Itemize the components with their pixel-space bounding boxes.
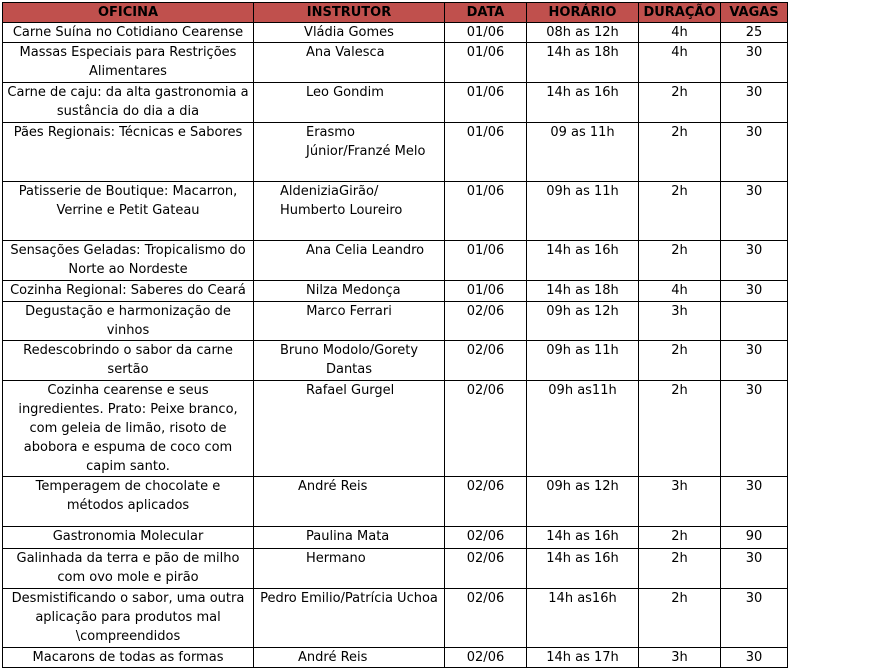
cell-oficina: Cozinha Regional: Saberes do Ceará (3, 281, 254, 302)
table-row (3, 477, 788, 527)
cell-horario: 14h as 16h (527, 83, 639, 123)
cell-horario: 09h as 12h (527, 477, 639, 527)
cell-instrutor: André Reis (254, 648, 445, 668)
cell-vagas: 90 (721, 527, 788, 549)
cell-horario: 09h as 11h (527, 341, 639, 381)
table-row (3, 123, 788, 182)
cell-data: 02/06 (445, 589, 527, 648)
header-oficina: OFICINA (3, 3, 254, 23)
cell-duracao: 2h (639, 589, 721, 648)
cell-duracao: 2h (639, 549, 721, 589)
cell-vagas: 30 (721, 43, 788, 83)
cell-oficina: Cozinha cearense e seus ingredientes. Prato: Peixe branco, com geleia de limão, risoto de abobora e espuma de coco com capim santo. (3, 381, 254, 477)
cell-vagas: 30 (721, 477, 788, 527)
cell-oficina: Gastronomia Molecular (3, 527, 254, 549)
table-row (3, 549, 788, 589)
cell-instrutor: Marco Ferrari (254, 302, 445, 341)
table-row (3, 23, 788, 43)
cell-horario: 09h as 11h (527, 182, 639, 241)
cell-vagas: 30 (721, 549, 788, 589)
header-data: DATA (445, 3, 527, 23)
cell-vagas: 30 (721, 381, 788, 477)
cell-vagas: 30 (721, 123, 788, 182)
cell-horario: 09h as 12h (527, 302, 639, 341)
cell-duracao: 4h (639, 43, 721, 83)
cell-instrutor: Vládia Gomes (254, 23, 445, 43)
cell-instrutor: Leo Gondim (254, 83, 445, 123)
cell-duracao: 3h (639, 648, 721, 668)
cell-data: 02/06 (445, 549, 527, 589)
cell-duracao: 3h (639, 302, 721, 341)
cell-vagas: 30 (721, 241, 788, 281)
cell-instrutor: Ana Valesca (254, 43, 445, 83)
table-row (3, 648, 788, 668)
table-row (3, 589, 788, 648)
workshop-schedule-table (2, 2, 788, 668)
cell-data: 01/06 (445, 123, 527, 182)
header-row (3, 3, 788, 23)
cell-duracao: 2h (639, 527, 721, 549)
cell-instrutor: AldeniziaGirão/ Humberto Loureiro (254, 182, 445, 241)
cell-vagas: 30 (721, 281, 788, 302)
header-duracao: DURAÇÃO (639, 3, 721, 23)
cell-duracao: 2h (639, 123, 721, 182)
cell-vagas: 30 (721, 182, 788, 241)
table-row (3, 302, 788, 341)
cell-data: 02/06 (445, 341, 527, 381)
cell-instrutor: Paulina Mata (254, 527, 445, 549)
cell-vagas: 30 (721, 589, 788, 648)
cell-horario: 08h as 12h (527, 23, 639, 43)
cell-horario: 14h as 17h (527, 648, 639, 668)
cell-data: 01/06 (445, 83, 527, 123)
cell-oficina: Patisserie de Boutique: Macarron, Verrine e Petit Gateau (3, 182, 254, 241)
cell-vagas: 25 (721, 23, 788, 43)
cell-duracao: 2h (639, 341, 721, 381)
cell-data: 01/06 (445, 281, 527, 302)
cell-instrutor: Nilza Medonça (254, 281, 445, 302)
cell-vagas: 30 (721, 83, 788, 123)
cell-oficina: Sensações Geladas: Tropicalismo do Norte ao Nordeste (3, 241, 254, 281)
cell-duracao: 3h (639, 477, 721, 527)
cell-oficina: Pães Regionais: Técnicas e Sabores (3, 123, 254, 182)
cell-vagas: 30 (721, 341, 788, 381)
cell-oficina: Desmistificando o sabor, uma outra aplicação para produtos mal \compreendidos (3, 589, 254, 648)
cell-data: 02/06 (445, 527, 527, 549)
cell-instrutor: Ana Celia Leandro (254, 241, 445, 281)
cell-horario: 09 as 11h (527, 123, 639, 182)
cell-instrutor: Pedro Emilio/Patrícia Uchoa (254, 589, 445, 648)
header-vagas: VAGAS (721, 3, 788, 23)
header-instrutor: INSTRUTOR (254, 3, 445, 23)
cell-oficina: Carne Suína no Cotidiano Cearense (3, 23, 254, 43)
cell-data: 02/06 (445, 381, 527, 477)
cell-data: 01/06 (445, 43, 527, 83)
cell-oficina: Carne de caju: da alta gastronomia a sustância do dia a dia (3, 83, 254, 123)
cell-data: 02/06 (445, 648, 527, 668)
cell-oficina: Temperagem de chocolate e métodos aplicados (3, 477, 254, 527)
cell-instrutor: Hermano (254, 549, 445, 589)
table-row (3, 83, 788, 123)
table-row (3, 241, 788, 281)
cell-data: 02/06 (445, 477, 527, 527)
cell-duracao: 2h (639, 83, 721, 123)
cell-horario: 14h as 18h (527, 281, 639, 302)
cell-data: 01/06 (445, 182, 527, 241)
header-horario: HORÁRIO (527, 3, 639, 23)
cell-oficina: Massas Especiais para Restrições Alimentares (3, 43, 254, 83)
cell-duracao: 2h (639, 381, 721, 477)
cell-instrutor: Bruno Modolo/Gorety Dantas (254, 341, 445, 381)
cell-horario: 14h as 16h (527, 527, 639, 549)
cell-oficina: Redescobrindo o sabor da carne sertão (3, 341, 254, 381)
table-row (3, 43, 788, 83)
cell-data: 01/06 (445, 23, 527, 43)
cell-instrutor: André Reis (254, 477, 445, 527)
cell-horario: 14h as 16h (527, 549, 639, 589)
table-row (3, 527, 788, 549)
cell-oficina: Galinhada da terra e pão de milho com ovo mole e pirão (3, 549, 254, 589)
table-row (3, 341, 788, 381)
cell-oficina: Macarons de todas as formas (3, 648, 254, 668)
cell-duracao: 4h (639, 23, 721, 43)
cell-horario: 14h as16h (527, 589, 639, 648)
cell-duracao: 4h (639, 281, 721, 302)
cell-horario: 14h as 16h (527, 241, 639, 281)
cell-vagas: 30 (721, 648, 788, 668)
cell-duracao: 2h (639, 182, 721, 241)
cell-data: 01/06 (445, 241, 527, 281)
cell-data: 02/06 (445, 302, 527, 341)
table-row (3, 281, 788, 302)
table-row (3, 381, 788, 477)
cell-horario: 09h as11h (527, 381, 639, 477)
cell-oficina: Degustação e harmonização de vinhos (3, 302, 254, 341)
cell-horario: 14h as 18h (527, 43, 639, 83)
table-row (3, 182, 788, 241)
cell-duracao: 2h (639, 241, 721, 281)
table-body (3, 23, 788, 668)
cell-vagas (721, 302, 788, 341)
cell-instrutor: Erasmo Júnior/Franzé Melo (254, 123, 445, 182)
cell-instrutor: Rafael Gurgel (254, 381, 445, 477)
